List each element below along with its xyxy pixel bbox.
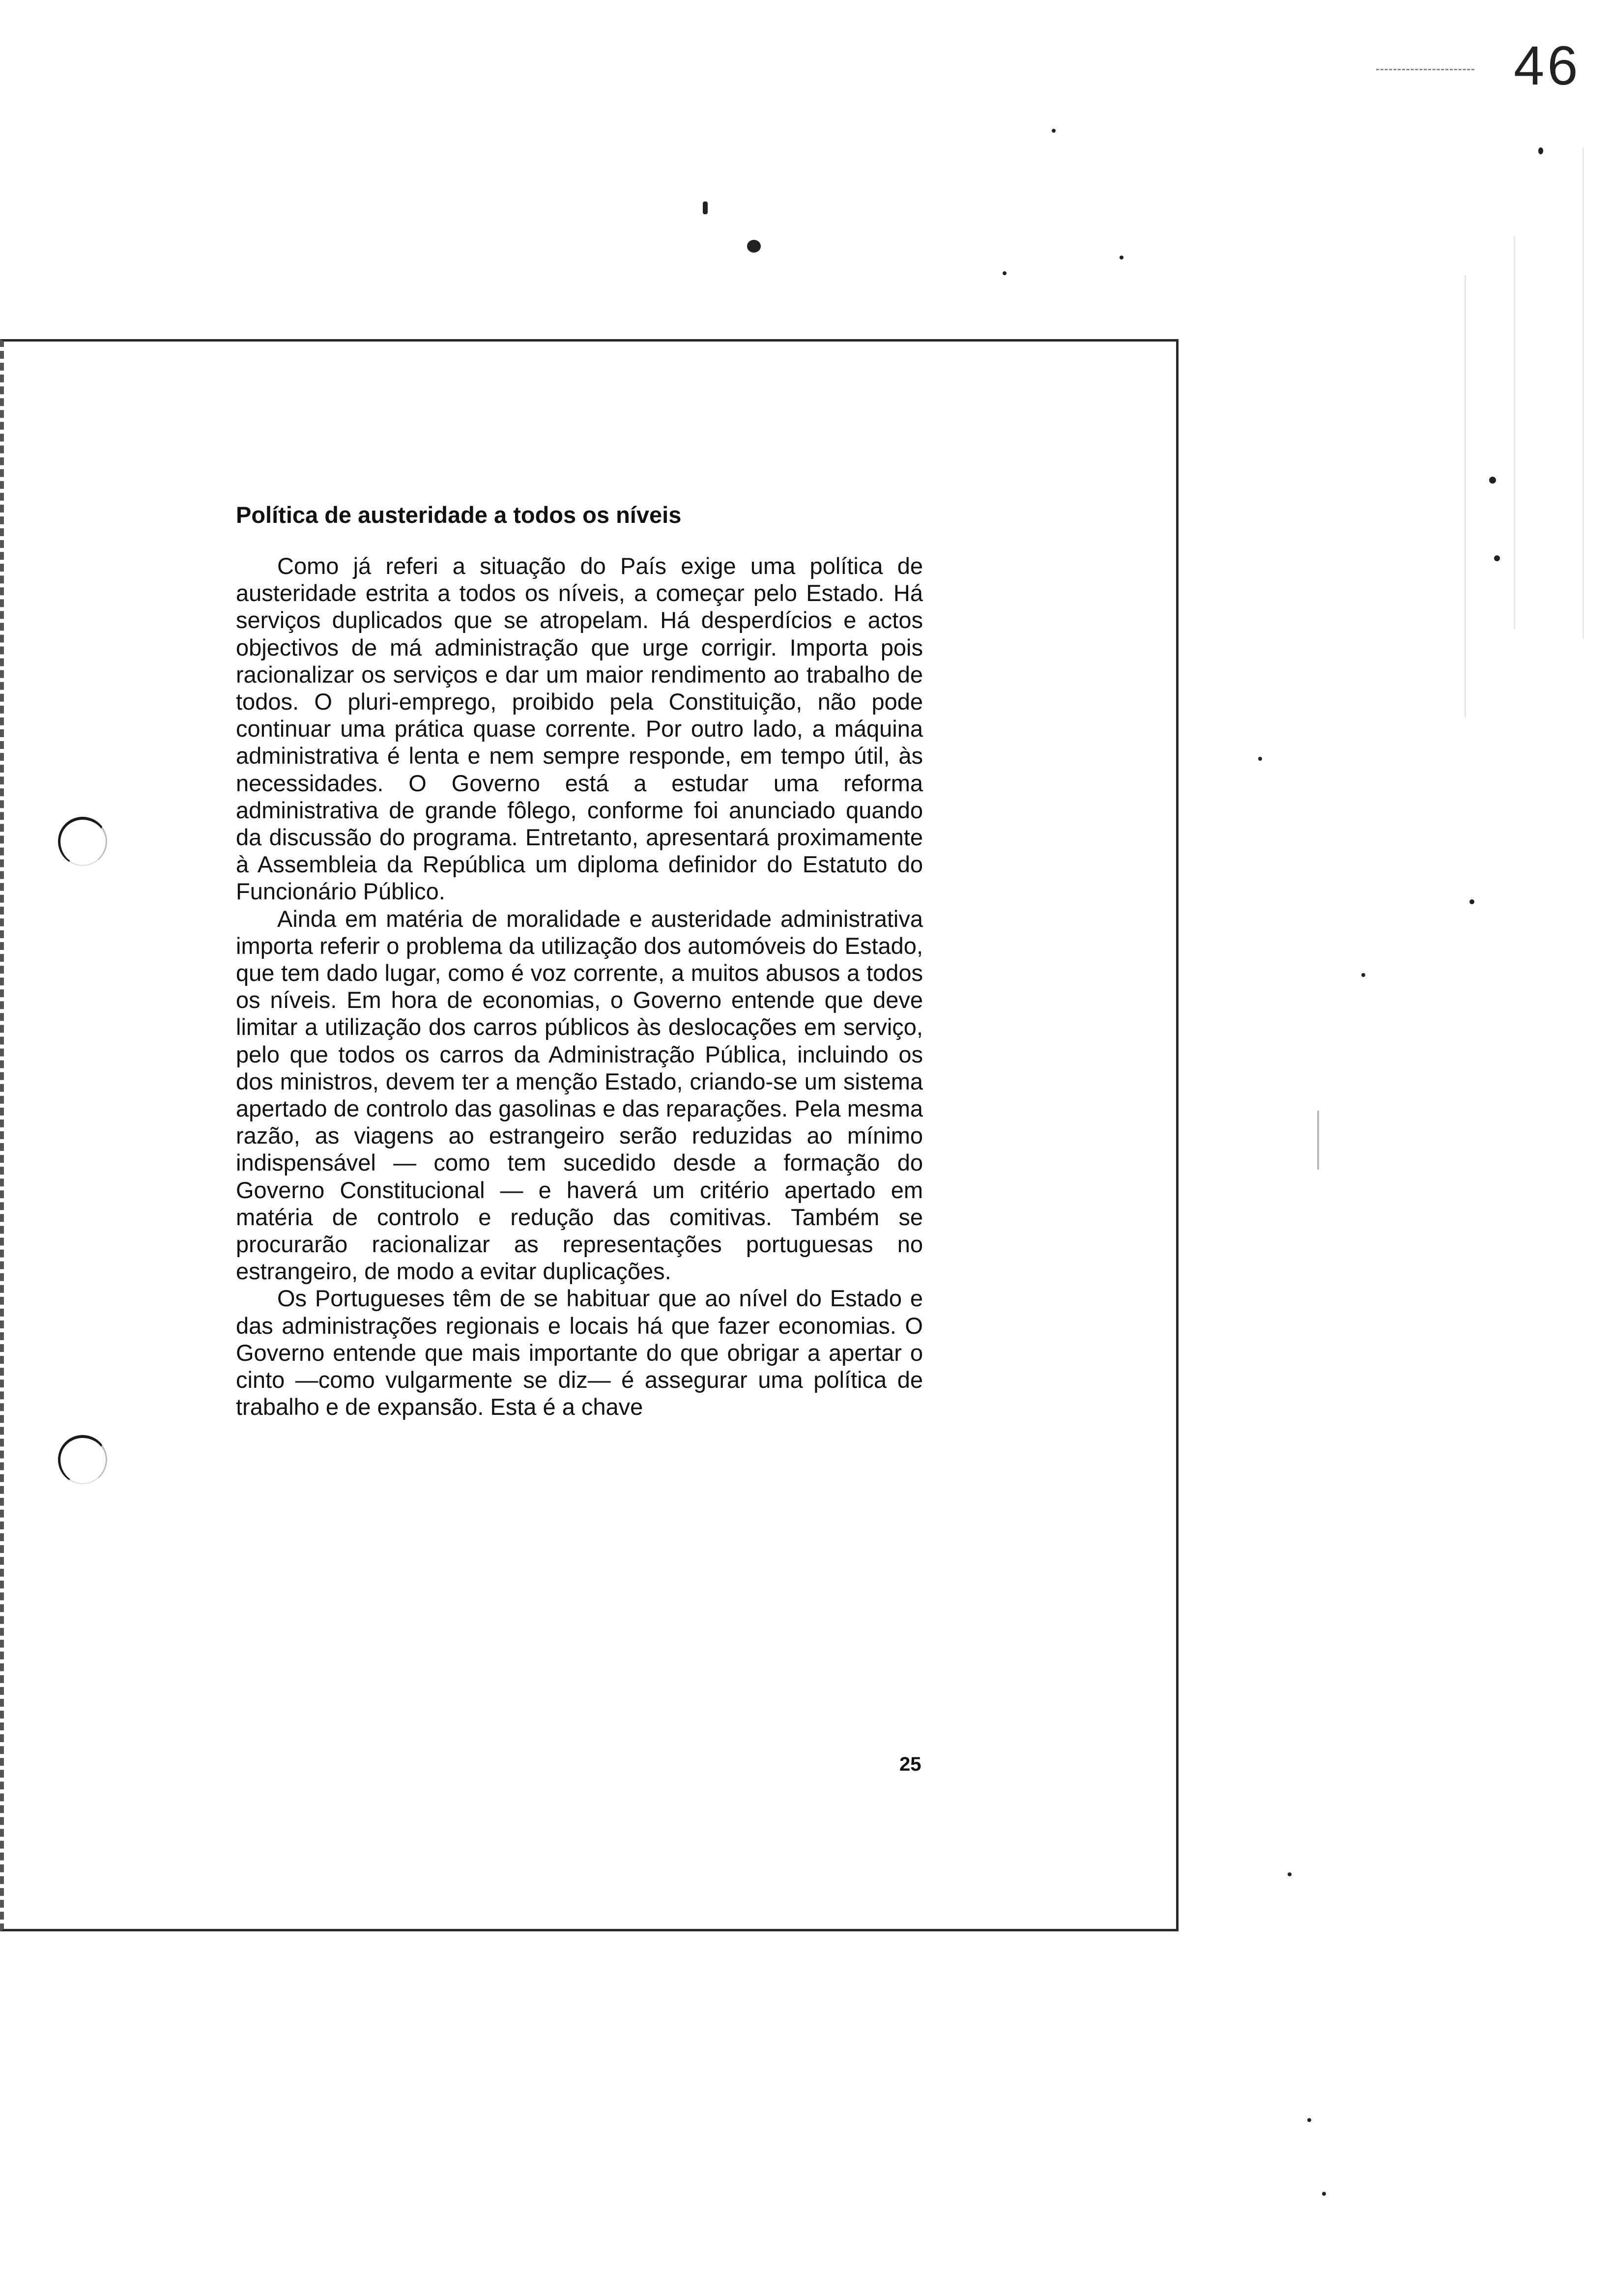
scan-speck (1288, 1872, 1292, 1876)
punch-hole (58, 817, 107, 866)
document-body (236, 500, 923, 1421)
paragraph: Os Portugueses têm de se habituar que ao nível do Estado e das administrações regionais e locais há que fazer economias. O Governo entende que mais importante do que obrigar a apertar o cinto —como vulgarmente se diz— é assegurar uma política de trabalho e de expansão. Esta é a chave (236, 1285, 923, 1420)
scan-smudge (1317, 1111, 1319, 1170)
scan-speck (1120, 256, 1123, 259)
scan-smudge (1583, 147, 1584, 639)
scan-smudge (1514, 236, 1515, 629)
scan-speck (1003, 271, 1007, 275)
scan-speck (1469, 899, 1474, 904)
page-number: 25 (899, 1753, 921, 1775)
archive-dash (1376, 69, 1474, 70)
scan-speck (747, 240, 761, 253)
scan-speck (1361, 973, 1365, 977)
scan-speck (1538, 147, 1543, 154)
scan-speck (1052, 129, 1056, 133)
section-heading: Política de austeridade a todos os níveis (236, 502, 682, 528)
paragraph: Ainda em matéria de moralidade e austeridade administrativa importa referir o problema da utilização dos automóveis do Estado, que tem dado lugar, como é voz corrente, a muitos abusos a todos os níveis. Em hora de economias, o Governo entende que deve limitar a utilização dos carros públicos às deslocações em serviço, pelo que todos os carros da Administração Pública, incluindo os dos ministros, devem ter a menção Estado, criando-se um sistema apertado de controlo das gasolinas e das reparações. Pela mesma razão, as viagens ao estrangeiro serão reduzidas ao mínimo indispensável — como tem sucedido desde a formação do Governo Constitucional — e haverá um critério apertado em matéria de controlo e redução das comitivas. Também se procurarão racionalizar as representações portuguesas no estrangeiro, de modo a evitar duplicações. (236, 905, 923, 1285)
scan-speck (1489, 477, 1496, 484)
scan-speck (1307, 2118, 1311, 2122)
archive-number: 46 (1514, 35, 1581, 96)
punch-hole (58, 1435, 107, 1484)
scan-speck (1258, 757, 1262, 761)
scan-smudge (1465, 275, 1466, 718)
scan-speck (703, 201, 708, 214)
scan-speck (1494, 555, 1500, 561)
scan-speck (1322, 2192, 1326, 2196)
paragraph: Como já referi a situação do País exige uma política de austeridade estrita a todos os níveis, a começar pelo Estado. Há serviços duplicados que se atropelam. Há desperdícios e actos objectivos de má administração que urge corrigir. Importa pois racionalizar os serviços e dar um maior rendimento ao trabalho de todos. O pluri-emprego, proibido pela Constituição, não pode continuar uma prática quase corrente. Por outro lado, a máquina administrativa é lenta e nem sempre responde, em tempo útil, às necessidades. O Governo está a estudar uma reforma administrativa de grande fôlego, conforme foi anunciado quando da discussão do programa. Entretanto, apresentará proximamente à Assembleia da República um diploma definidor do Estatuto do Funcionário Público. (236, 553, 923, 905)
